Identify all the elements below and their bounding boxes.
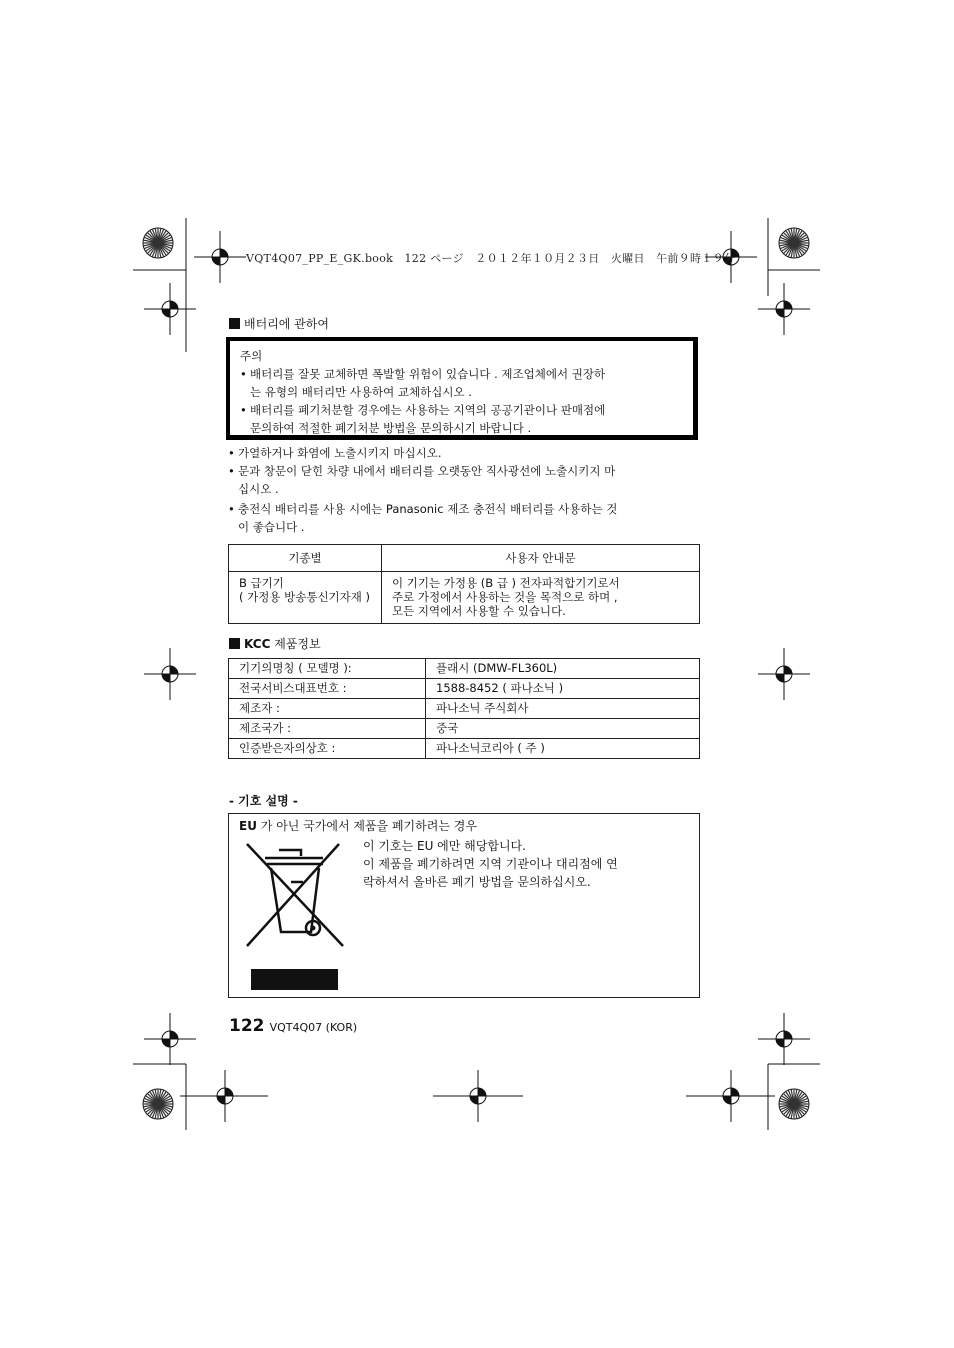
table-row [229, 719, 700, 739]
kcc-value: 중국 [426, 719, 700, 739]
kcc-label: 기기의명칭 ( 모델명 ): [229, 659, 426, 679]
header-pages-word: ページ [430, 252, 464, 265]
crossed-out-wheelie-bin-icon [243, 840, 345, 950]
print-header [246, 250, 735, 266]
kcc-table [228, 658, 700, 759]
document-code: VQT4Q07 (KOR) [269, 1021, 358, 1034]
page-footer [229, 1016, 357, 1036]
symbol-black-bar [251, 969, 338, 990]
device-notice-cell: 이 기기는 가정용 (B 급 ) 전자파적합기기로서 주로 가정에서 사용하는 것을 목적으로 하며 , 모든 지역에서 사용할 수 있습니다. [382, 572, 700, 624]
symbols-heading: - 기호 설명 - [229, 794, 298, 808]
table-header: 사용자 안내문 [382, 545, 700, 572]
header-datetime: ２０１２年１０月２３日 火曜日 午前９時１９分 [475, 252, 736, 265]
table-row [229, 699, 700, 719]
kcc-value: 파나소닉 주식회사 [426, 699, 700, 719]
kcc-label: 인증받은자의상호 : [229, 739, 426, 759]
page-number: 122 [229, 1016, 265, 1036]
note-item: • 충전식 배터리를 사용 시에는 Panasonic 제조 충전식 배터리를 사용하는 것 이 좋습니다 . [228, 502, 618, 534]
caution-item: • 배터리를 폐기처분할 경우에는 사용하는 지역의 공공기관이나 판매점에 문의하여 적절한 폐기처분 방법을 문의하시기 바랍니다 . [240, 403, 606, 435]
battery-heading: 배터리에 관하여 [229, 315, 329, 332]
table-row [229, 739, 700, 759]
caution-box [226, 337, 698, 440]
table-header: 기종별 [229, 545, 382, 572]
kcc-value: 플래시 (DMW-FL360L) [426, 659, 700, 679]
note-item: • 문과 창문이 닫힌 차량 내에서 배터리를 오랫동안 직사광선에 노출시키지 마 십시오 . [228, 464, 616, 496]
device-class-table [228, 544, 700, 624]
kcc-label: 제조자 : [229, 699, 426, 719]
kcc-value: 1588-8452 ( 파나소닉 ) [426, 679, 700, 699]
device-type-cell: B 급기기 ( 가정용 방송통신기자재 ) [229, 572, 382, 624]
table-row [229, 679, 700, 699]
battery-notes [228, 444, 706, 536]
header-page: 122 [404, 252, 427, 265]
square-bullet-icon [229, 638, 240, 649]
kcc-value: 파나소닉코리아 ( 주 ) [426, 739, 700, 759]
square-bullet-icon [229, 318, 240, 329]
kcc-heading: KCC 제품정보 [229, 635, 321, 652]
kcc-label: 전국서비스대표번호 : [229, 679, 426, 699]
caution-title: 주의 [240, 349, 263, 363]
kcc-label: 제조국가 : [229, 719, 426, 739]
header-file: VQT4Q07_PP_E_GK.book [246, 252, 394, 265]
table-row [229, 659, 700, 679]
eu-disposal-title: EU 가 아닌 국가에서 제품을 폐기하려는 경우 [239, 819, 477, 833]
note-item: • 가열하거나 화염에 노출시키지 마십시오. [228, 446, 442, 460]
caution-item: • 배터리를 잘못 교체하면 폭발할 위험이 있습니다 . 제조업체에서 권장하 는 유형의 배터리만 사용하여 교체하십시오 . [240, 367, 606, 399]
eu-disposal-text: 이 기호는 EU 에만 해당합니다. 이 제품을 폐기하려면 지역 기관이나 대리점에 연 락하셔서 올바른 폐기 방법을 문의하십시오. [363, 839, 618, 889]
